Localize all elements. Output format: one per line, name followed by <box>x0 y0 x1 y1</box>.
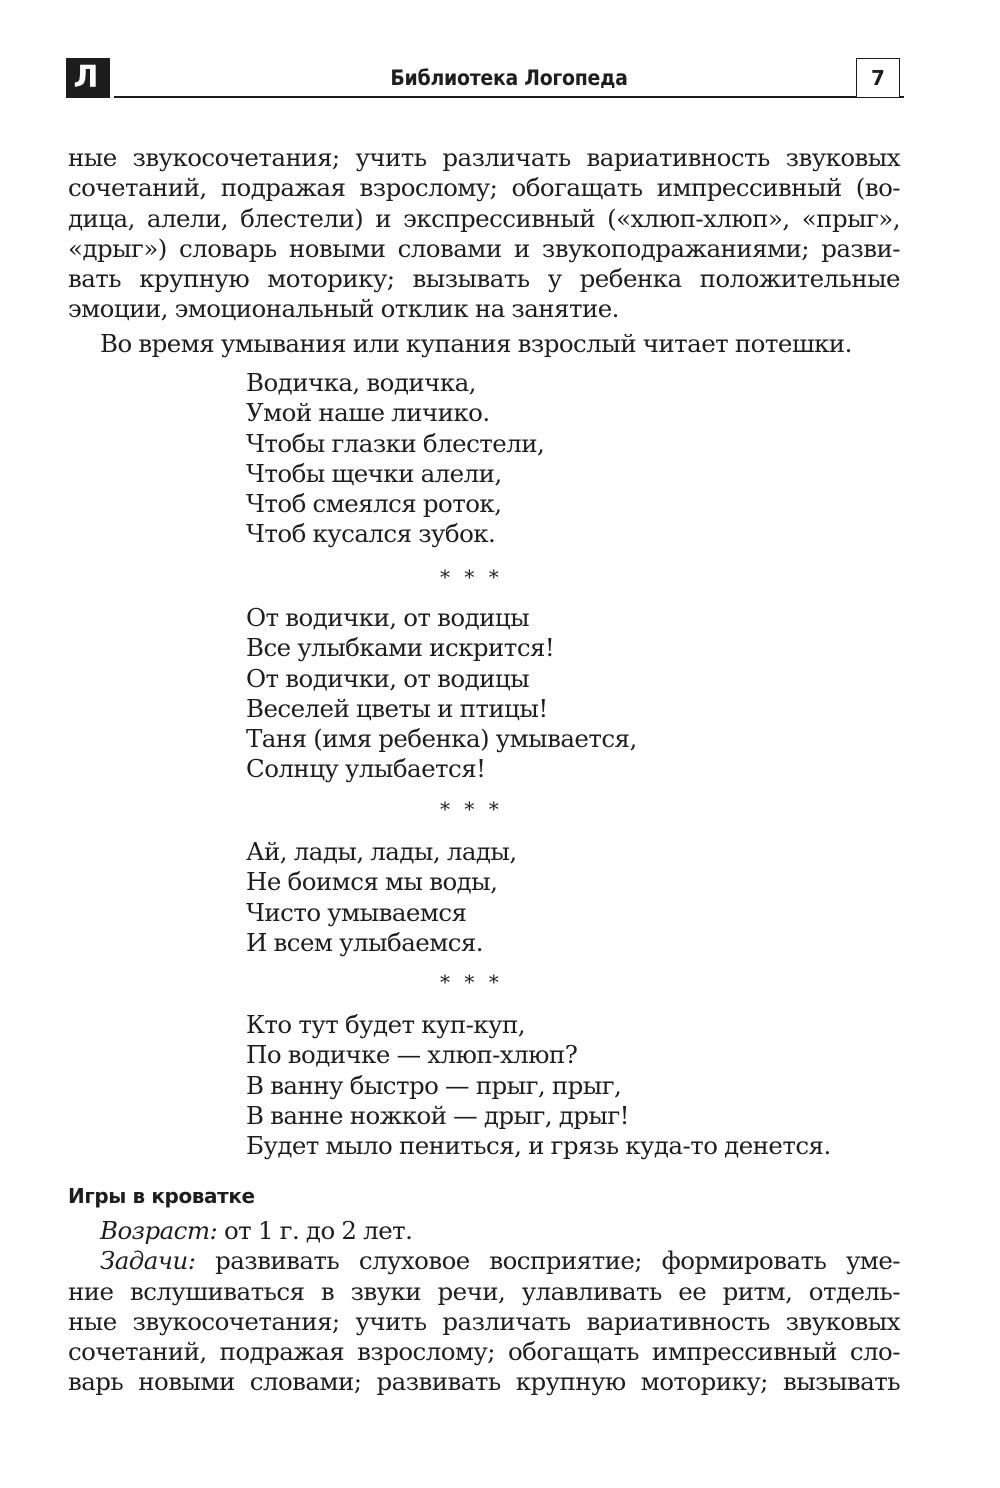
verse-line: Кто тут будет куп-куп, <box>246 1010 526 1039</box>
verse-4 <box>246 1010 831 1161</box>
verse-line: Чтоб смеялся роток, <box>246 489 502 519</box>
separator-stars: * * * <box>440 970 503 994</box>
section-body <box>68 1216 900 1398</box>
verse-line: Солнцу улыбается! <box>246 754 486 784</box>
section-heading: Игры в кроватке <box>68 1184 255 1208</box>
verse-3 <box>246 837 517 958</box>
paragraph-line: «дрыг») словарь новыми словами и звукоподражаниями; разви- <box>68 233 900 263</box>
verse-line: Чтобы глазки блестели, <box>246 428 545 458</box>
paragraph-line: варь новыми словами; развивать крупную моторику; вызывать <box>68 1367 900 1397</box>
paragraph-line: эмоции, эмоциональный отклик на занятие. <box>68 294 619 324</box>
separator-stars: * * * <box>440 797 503 821</box>
verse-line: В ванну быстро — прыг, прыг, <box>246 1070 622 1100</box>
tasks-line <box>68 1246 900 1276</box>
verse-line: Будет мыло пениться, и грязь куда-то денется. <box>246 1131 831 1161</box>
verse-line: В ванне ножкой — дрыг, дрыг! <box>246 1100 629 1130</box>
verse-line: Все улыбками искрится! <box>246 633 555 663</box>
series-logo: Л <box>66 58 109 98</box>
reading-note: Во время умывания или купания взрослый читает потешки. <box>100 328 852 358</box>
verse-line: Умой наше личико. <box>246 398 490 428</box>
verse-line: По водичке — хлюп-хлюп? <box>246 1040 578 1070</box>
verse-line: Водичка, водичка, <box>246 368 476 397</box>
verse-line: От водички, от водицы <box>246 603 530 632</box>
age-label: Возраст: <box>100 1216 218 1245</box>
paragraph-line: ние вслушиваться в звуки речи, улавливать ее ритм, отдель- <box>68 1276 900 1306</box>
verse-line: Веселей цветы и птицы! <box>246 693 548 723</box>
header-title: Библиотека Логопеда <box>390 66 628 90</box>
verse-line: Не боимся мы воды, <box>246 867 498 897</box>
verse-1 <box>246 368 544 550</box>
separator-stars: * * * <box>440 565 503 589</box>
verse-2 <box>246 603 637 785</box>
paragraph-line: ные звукосочетания; учить различать вариативность звуковых <box>68 1306 900 1336</box>
tasks-text: развивать слуховое восприятие; формировать уме- <box>195 1246 900 1276</box>
verse-line: От водички, от водицы <box>246 663 530 693</box>
age-line <box>68 1216 900 1246</box>
paragraph-line: ные звукосочетания; учить различать вариативность звуковых <box>68 143 900 172</box>
verse-line: И всем улыбаемся. <box>246 927 484 957</box>
page-number: 7 <box>856 58 900 98</box>
intro-paragraph <box>68 143 900 359</box>
paragraph-line: дица, алели, блестели) и экспрессивный («хлюп-хлюп», «прыг», <box>68 203 900 233</box>
verse-line: Ай, лады, лады, лады, <box>246 837 517 866</box>
verse-line: Чтобы щечки алели, <box>246 458 502 488</box>
paragraph-line: сочетаний, подражая взрослому; обогащать импрессивный (во- <box>68 173 900 203</box>
running-header <box>66 58 900 98</box>
verse-line: Таня (имя ребенка) умывается, <box>246 724 637 754</box>
paragraph-line: сочетаний, подражая взрослому; обогащать импрессивный сло- <box>68 1337 900 1367</box>
verse-line: Чисто умываемся <box>246 897 467 927</box>
tasks-label: Задачи: <box>100 1246 196 1276</box>
verse-line: Чтоб кусался зубок. <box>246 519 496 549</box>
header-rule <box>114 96 904 98</box>
paragraph-line: вать крупную моторику; вызывать у ребенка положительные <box>68 264 900 294</box>
age-value: от 1 г. до 2 лет. <box>217 1216 413 1245</box>
